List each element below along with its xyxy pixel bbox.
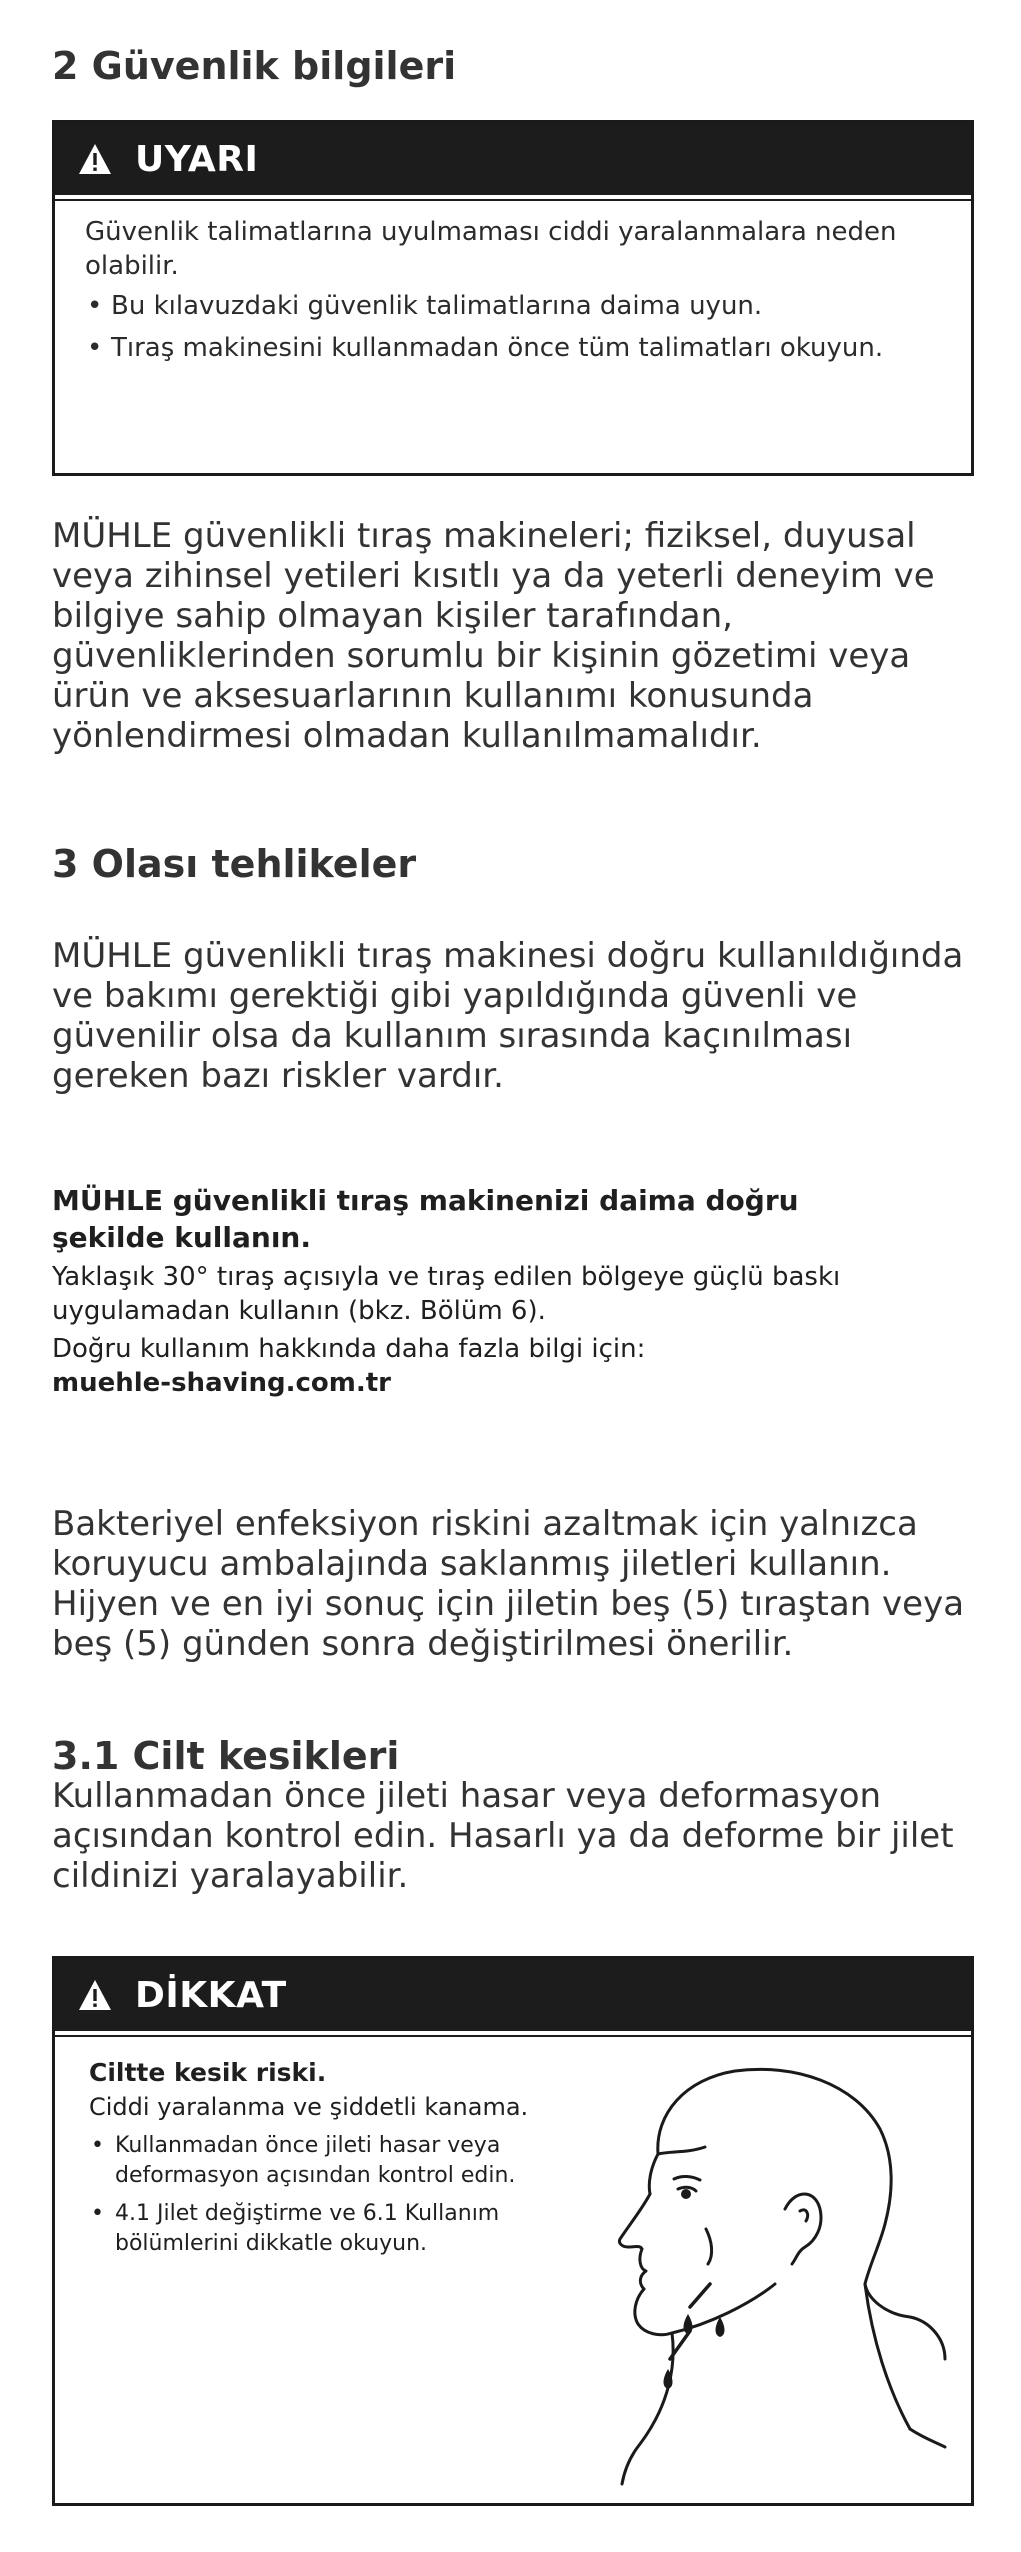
section-3-heading: 3 Olası tehlikeler <box>52 842 417 886</box>
face-with-cut-icon <box>610 2059 950 2499</box>
section-2-paragraph: MÜHLE güvenlikli tıraş makineleri; fiziksel, duyusal veya zihinsel yetileri kısıtlı ya da yeterli deneyim ve bilgiye sahip olmayan kişiler tarafından, güvenliklerinden sorumlu bir kişinin gözetimi veya ürün ve aksesuarlarının kullanımı konusunda yönlendirmesi olmadan kullanılmamalıdır. <box>52 516 935 756</box>
list-item: • Kullanmadan önce jileti hasar veya deformasyon açısından kontrol edin. <box>89 2131 559 2191</box>
list-item: • 4.1 Jilet değiştirme ve 6.1 Kullanım bölümlerini dikkatle okuyun. <box>89 2199 559 2259</box>
usage-note-title: MÜHLE güvenlikli tıraş makinenizi daima doğru şekilde kullanın. <box>52 1184 799 1254</box>
warning-list <box>85 289 941 365</box>
warning-title: UYARI <box>135 138 259 180</box>
warning-box-header <box>55 123 971 195</box>
usage-note <box>52 1182 872 1400</box>
section-3-1-paragraph: Kullanmadan önce jileti hasar veya deformasyon açısından kontrol edin. Hasarlı ya da deforme bir jilet cildinizi yaralayabilir. <box>52 1776 954 1896</box>
warning-content <box>55 201 971 365</box>
warning-triangle-icon <box>77 1978 113 2012</box>
hygiene-paragraph: Bakteriyel enfeksiyon riskini azaltmak için yalnızca koruyucu ambalajında saklanmış jiletleri kullanın. Hijyen ve en iyi sonuç için jiletin beş (5) tıraştan veya beş (5) günden sonra değiştirilmesi önerilir. <box>52 1504 965 1664</box>
caution-text <box>89 2055 559 2267</box>
caution-risk-text: Ciddi yaralanma ve şiddetli kanama. <box>89 2093 529 2121</box>
section-2-heading: 2 Güvenlik bilgileri <box>52 44 457 88</box>
usage-note-link-intro: Doğru kullanım hakkında daha fazla bilgi için: <box>52 1334 646 1364</box>
usage-note-text: Yaklaşık 30° tıraş açısıyla ve tıraş edilen bölgeye güçlü baskı uygulamadan kullanın (bkz. Bölüm 6). <box>52 1262 841 1326</box>
caution-box-header <box>55 1959 971 2031</box>
list-item: • Bu kılavuzdaki güvenlik talimatlarına daima uyun. <box>85 289 941 323</box>
section-3-1-heading: 3.1 Cilt kesikleri <box>52 1734 400 1778</box>
website-link[interactable]: muehle-shaving.com.tr <box>52 1368 391 1398</box>
list-item: • Tıraş makinesini kullanmadan önce tüm talimatları okuyun. <box>85 331 941 365</box>
warning-box <box>52 120 974 476</box>
section-3-paragraph: MÜHLE güvenlikli tıraş makinesi doğru kullanıldığında ve bakımı gerektiği gibi yapıldığında güvenli ve güvenilir olsa da kullanım sırasında kaçınılması gereken bazı riskler vardır. <box>52 936 964 1096</box>
warning-intro: Güvenlik talimatlarına uyulmaması ciddi yaralanmalara neden olabilir. <box>85 217 897 281</box>
caution-box <box>52 1956 974 2506</box>
caution-content <box>55 2037 971 2507</box>
caution-title: DİKKAT <box>135 1974 287 2016</box>
warning-triangle-icon <box>77 142 113 176</box>
caution-risk-title: Ciltte kesik riski. <box>89 2058 327 2087</box>
caution-list <box>89 2131 559 2259</box>
